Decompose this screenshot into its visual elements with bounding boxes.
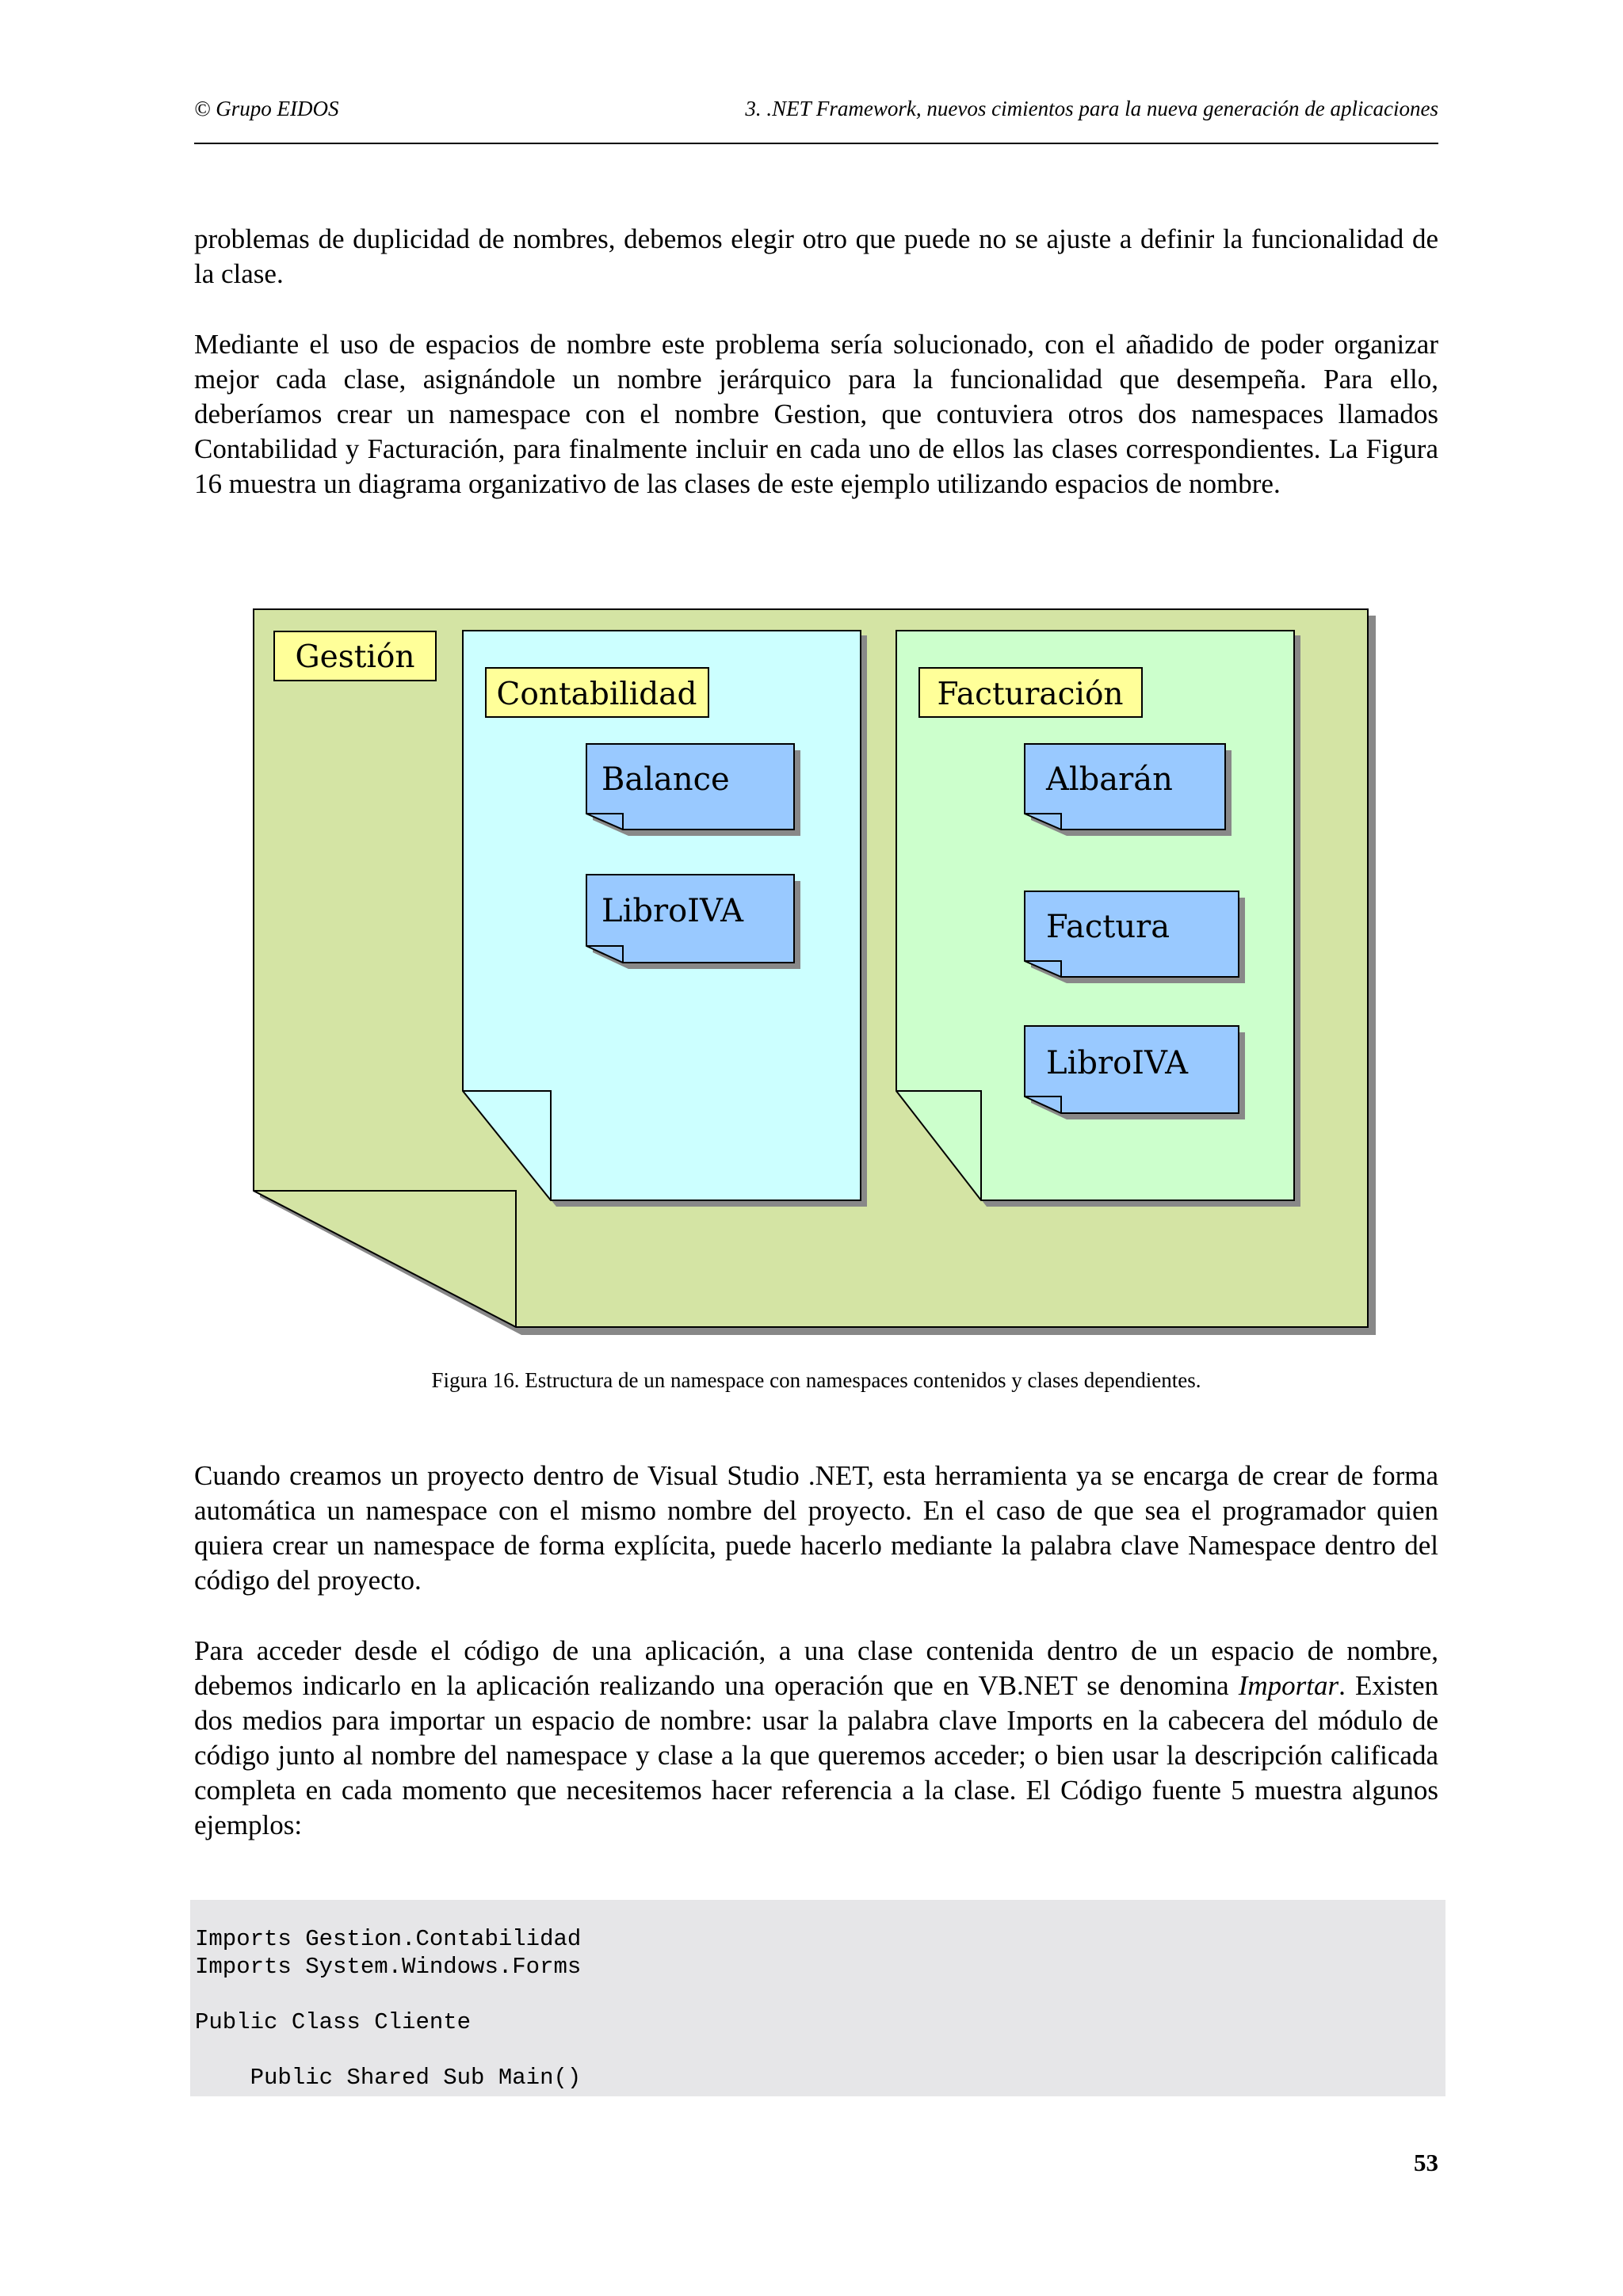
class-libroiva-facturacion bbox=[1025, 1026, 1245, 1119]
figure-caption: Figura 16. Estructura de un namespace con namespaces contenidos y clases dependientes. bbox=[431, 1368, 1201, 1392]
code-line-4: Public Class Cliente bbox=[195, 2009, 472, 2035]
namespace-diagram bbox=[250, 606, 1380, 1339]
class-albaran bbox=[1025, 744, 1232, 836]
class-factura-label: Factura bbox=[1046, 909, 1170, 945]
gestion-label: Gestión bbox=[295, 639, 415, 675]
class-libroiva-contabilidad bbox=[586, 875, 800, 969]
header-chapter-title: 3. .NET Framework, nuevos cimientos para la nueva generación de aplicaciones bbox=[745, 97, 1438, 120]
page-number: 53 bbox=[1414, 2149, 1438, 2176]
paragraph-importar-part2: . Existen dos medios para importar un espacio de nombre: usar la palabra clave Imports en la cabecera del módulo de código junto al nombre del namespace y clase a la que queremos acceder; o bien usar la descripción calificada completa en cada momento que necesitemos hacer referencia a la clase. El Código fuente 5 muestra algunos ejemplos: bbox=[194, 1670, 1439, 1840]
paragraph-duplicidad: problemas de duplicidad de nombres, debemos elegir otro que puede no se ajuste a definir la funcionalidad de la clase. bbox=[194, 223, 1438, 289]
class-albaran-label: Albarán bbox=[1046, 761, 1173, 798]
paragraph-importar bbox=[194, 1634, 1438, 1843]
paragraph-importar-part1: Para acceder desde el código de una aplicación, a una clase contenida dentro de un espacio de nombre, debemos indicarlo en la aplicación realizando una operación que en VB.NET se denomina bbox=[194, 1635, 1438, 1701]
class-balance bbox=[586, 744, 800, 836]
code-line-6: Public Shared Sub Main() bbox=[195, 2065, 582, 2091]
class-factura bbox=[1025, 891, 1245, 983]
class-libroiva-facturacion-label: LibroIVA bbox=[1046, 1045, 1189, 1081]
contabilidad-label: Contabilidad bbox=[496, 677, 697, 712]
code-listing bbox=[190, 1900, 1445, 2096]
paragraph-importar-emphasis: Importar bbox=[1238, 1670, 1339, 1701]
header-publisher: © Grupo EIDOS bbox=[194, 97, 339, 120]
namespace-diagram-svg bbox=[250, 606, 1380, 1339]
class-libroiva-contabilidad-label: LibroIVA bbox=[601, 893, 744, 929]
code-line-1: Imports Gestion.Contabilidad bbox=[195, 1926, 582, 1952]
paragraph-visual-studio: Cuando creamos un proyecto dentro de Visual Studio .NET, esta herramienta ya se encarga de crear de forma automática un namespace con el mismo nombre del proyecto. En el caso de que sea el programador quien quiera crear un namespace de forma explícita, puede hacerlo mediante la palabra clave Namespace dentro del código del proyecto. bbox=[194, 1460, 1438, 1596]
paragraph-espacios-de-nombre: Mediante el uso de espacios de nombre este problema sería solucionado, con el añadido de poder organizar mejor cada clase, asignándole un nombre jerárquico para la funcionalidad que desempeña. Para ello, deberíamos crear un namespace con el nombre Gestion, que contuviera otros dos namespaces llamados Contabilidad y Facturación, para finalmente incluir en cada uno de ellos las clases correspondientes. La Figura 16 muestra un diagrama organizativo de las clases de este ejemplo utilizando espacios de nombre. bbox=[194, 329, 1438, 499]
class-balance-label: Balance bbox=[601, 761, 730, 798]
code-line-2: Imports System.Windows.Forms bbox=[195, 1954, 582, 1980]
page-header bbox=[194, 95, 1438, 144]
facturacion-label: Facturación bbox=[937, 677, 1124, 712]
